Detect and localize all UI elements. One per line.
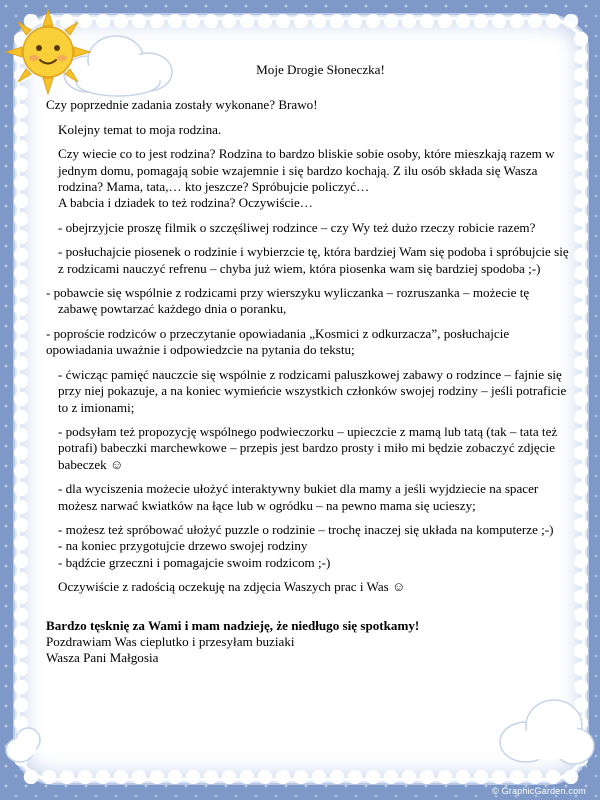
- list-item: - dla wyciszenia możecie ułożyć interaktywny bukiet dla mamy a jeśli wyjdziecie na spacer możesz narwać kwiatków na łące lub w ogródku – na pewno mama się ucieszy;: [58, 481, 539, 513]
- paragraph: Oczywiście z radością oczekuję na zdjęcia Waszych prac i Was ☺: [58, 579, 406, 595]
- letter-body: [46, 62, 571, 667]
- list-item: - ćwicząc pamięć nauczcie się wspólnie z rodzicami paluszkowej zabawy o rodzince – fajnie się przy niej pokazuje, a na koniec wymieńcie wszystkich członków swojej rodziny – jeśli potraficie to z imionami;: [58, 366, 567, 415]
- list-item: - bądźcie grzeczni i pomagajcie swoim rodzicom ;-): [58, 554, 331, 570]
- credit-text: © GraphicGarden.com: [492, 786, 586, 796]
- list-item: - obejrzyjcie proszę filmik o szczęśliwej rodzince – czy Wy też dużo rzeczy robicie razem?: [58, 219, 536, 235]
- paragraph: A babcia i dziadek to też rodzina? Oczywiście…: [58, 195, 313, 211]
- paragraph: Czy poprzednie zadania zostały wykonane? Brawo!: [46, 97, 318, 113]
- paragraph: Czy wiecie co to jest rodzina? Rodzina to bardzo bliskie sobie osoby, które mieszkają razem w jednym domu, pomagają sobie wzajemnie i się bardzo kochają. Z ilu osób składa się Wasza rodzina? Mama, tata,… kto jeszcze? Spróbujcie policzyć…: [58, 146, 555, 195]
- list-item: - na koniec przygotujcie drzewo swojej rodziny: [58, 538, 308, 554]
- signature: Wasza Pani Małgosia: [46, 650, 159, 666]
- list-item: - podsyłam też propozycję wspólnego podwieczorku – upieczcie z mamą lub tatą (tak – tata też potrafi) babeczki marchewkowe – przepis jest bardzo prosty i miło mi będzie zobaczyć zdjęcie babeczek ☺: [58, 423, 558, 472]
- list-item: - posłuchajcie piosenek o rodzinie i wybierzcie tę, która bardziej Wam się podoba i spróbujcie się z rodzicami nauczyć refrenu – chyba już wiem, która piosenka wam się bardziej spodoba ;-): [58, 244, 569, 276]
- letter-greeting: Moje Drogie Słoneczka!: [256, 62, 385, 77]
- closing-regards: Pozdrawiam Was cieplutko i przesyłam buziaki: [46, 633, 295, 649]
- scalloped-edge-right: [574, 30, 588, 770]
- scalloped-edge-left: [14, 30, 28, 770]
- cloud-icon: [492, 690, 596, 776]
- scalloped-edge-top: [22, 14, 580, 28]
- cloud-icon: [4, 722, 44, 768]
- list-item: - pobawcie się wspólnie z rodzicami przy wierszyku wyliczanka – rozruszanka – możecie tę zabawę powtarzać każdego dnia o poranku,: [46, 285, 530, 317]
- list-item: - możesz też spróbować ułożyć puzzle o rodzinie – trochę inaczej się układa na komputerze ;-): [58, 521, 554, 537]
- paragraph: Kolejny temat to moja rodzina.: [58, 121, 222, 137]
- list-item: - poproście rodziców o przeczytanie opowiadania „Kosmici z odkurzacza”, posłuchajcie opowiadania uważnie i odpowiedzcie na pytania do tekstu;: [46, 325, 510, 358]
- closing-message: Bardzo tęsknię za Wami i mam nadzieję, że niedługo się spotkamy!: [46, 617, 420, 633]
